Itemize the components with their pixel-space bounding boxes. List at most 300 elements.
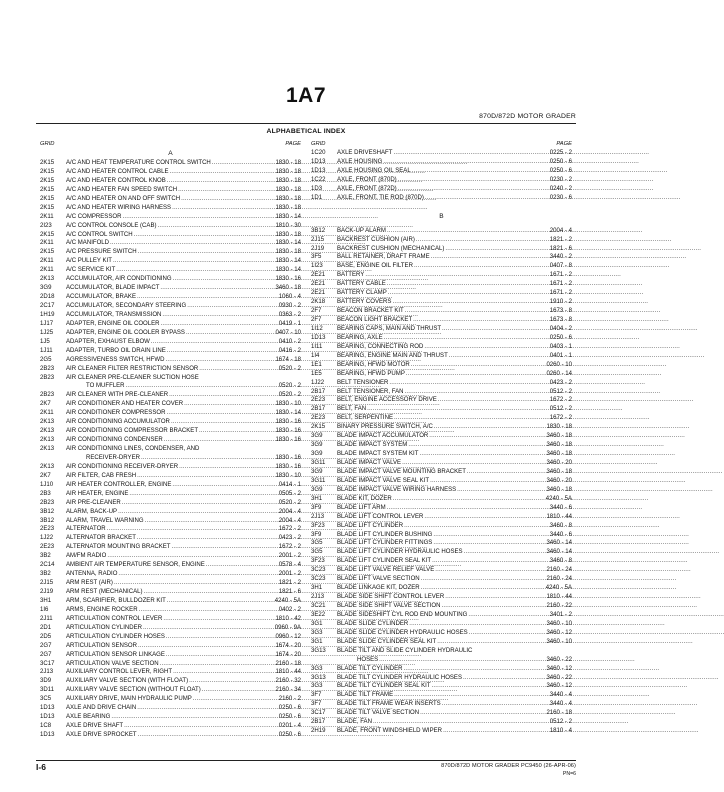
index-entry	[40, 668, 301, 677]
entry-page: 1830 - 16	[275, 463, 301, 470]
entry-name: BEACON LIGHT BRACKET	[337, 317, 413, 323]
index-entry	[40, 338, 301, 347]
leader-dots	[414, 262, 549, 271]
entry-page: 1672 - 2	[549, 415, 572, 422]
entry-grid: 2K11	[40, 258, 54, 265]
entry-page: 1671 - 2	[549, 272, 572, 279]
entry-grid: 2E23	[311, 397, 326, 404]
entry-page: 0230 - 6	[549, 194, 572, 201]
index-entry	[40, 293, 301, 302]
leader-dots	[167, 347, 278, 356]
entry-grid: 3E22	[311, 611, 326, 618]
entry-grid: 2J13	[311, 513, 325, 520]
entry-page: 0520 - 2	[278, 365, 301, 372]
leader-dots	[114, 579, 278, 588]
entry-page: 0250 - 6	[278, 732, 301, 738]
entry-name: ARTICULATION VALVE SECTION	[66, 660, 159, 667]
entry-grid: 3G9	[311, 433, 323, 440]
entry-name: A/C AND HEATER WIRING HARNESS	[66, 204, 172, 211]
index-entry	[40, 275, 301, 284]
entry-page: 0363 - 2	[278, 311, 301, 318]
entry-name: BLADE LIFT ARM	[337, 504, 386, 511]
entry-page: 0401 - 1	[549, 352, 572, 359]
entry-page: 1672 - 2	[278, 544, 301, 551]
entry-name: BEARING, CONNECTING ROD	[337, 343, 424, 350]
leader-dots	[433, 539, 545, 548]
entry-page: 1821 - 6	[549, 245, 572, 252]
entry-name: BLADE TILT AND SLIDE CYLINDER HYDRAULIC	[337, 647, 473, 654]
index-entry	[40, 231, 301, 240]
index-entry	[40, 248, 301, 257]
entry-page: 0225 - 2	[549, 150, 572, 156]
entry-grid: 2K11	[40, 213, 54, 220]
index-entry	[311, 325, 572, 334]
entry-grid: 2E23	[40, 544, 55, 551]
entry-page: 0416 - 2	[278, 347, 301, 354]
entry-page: 2160 - 18	[546, 710, 572, 717]
entry-grid: 2B23	[40, 499, 55, 506]
entry-name: AXLE DRIVESHAFT	[337, 150, 393, 156]
entry-grid: 1E1	[311, 361, 322, 368]
leader-dots	[137, 472, 274, 481]
entry-page: 3460 - 18	[546, 433, 572, 440]
leader-dots	[438, 396, 549, 405]
leader-dots	[165, 356, 274, 365]
index-entry	[311, 584, 572, 593]
entry-name: AIR FILTER, CAB FRESH	[66, 472, 137, 479]
index-entry	[40, 525, 301, 534]
leader-dots	[379, 656, 545, 665]
entry-grid: 1D13	[311, 167, 326, 174]
entry-page: 1830 - 18	[275, 168, 301, 175]
entry-grid: 1I4	[311, 352, 320, 359]
entry-grid: 2E21	[311, 281, 326, 288]
entry-grid: 3F7	[311, 701, 322, 708]
entry-name: AXLE DRIVE SPROCKET	[66, 732, 137, 738]
entry-grid: 2K7	[40, 401, 51, 408]
entry-page: 3460 - 20	[546, 460, 572, 466]
leader-dots	[425, 194, 549, 203]
index-list-b	[311, 227, 572, 736]
entry-grid: 2K11	[40, 240, 54, 247]
entry-name: AIR CONDITIONING CONDENSER	[66, 437, 163, 444]
index-entry	[311, 611, 572, 620]
entry-name: BEARING CAPS, MAIN AND THRUST	[337, 325, 442, 332]
leader-dots	[457, 486, 545, 495]
entry-name: AXLE, FRONT, TIE ROD (870D)	[337, 194, 424, 201]
leader-dots	[161, 320, 278, 329]
entry-name: BASE, ENGINE OIL FILTER	[337, 263, 413, 270]
leader-dots	[367, 405, 549, 414]
entry-name: BLADE LIFT CYLINDER	[337, 522, 404, 529]
index-entry	[311, 602, 572, 611]
entry-name: ARTICULATION SENSOR LINKAGE	[66, 651, 165, 658]
leader-dots	[434, 423, 546, 432]
index-entry	[311, 149, 572, 158]
entry-grid: 2J11	[40, 615, 53, 622]
leader-dots	[432, 557, 549, 566]
entry-grid: 3B2	[40, 553, 51, 560]
index-entry	[311, 185, 572, 194]
entry-page: 1830 - 14	[275, 213, 301, 220]
entry-grid: 1E5	[311, 370, 322, 377]
leader-dots	[172, 204, 274, 213]
index-entry	[311, 176, 572, 185]
entry-name: BLADE SLIDE CYLINDER SEAL KIT	[337, 638, 437, 645]
entry-page: 0960 - 9A	[274, 624, 301, 631]
leader-dots	[118, 570, 277, 579]
footer-rule	[36, 760, 576, 761]
leader-dots	[139, 606, 278, 615]
index-entry	[40, 534, 301, 543]
index-entry	[40, 329, 301, 338]
entry-page: 3440 - 6	[549, 531, 572, 538]
entry-page: 1821 - 6	[278, 589, 301, 595]
entry-grid: 1I6	[40, 606, 49, 613]
entry-grid: 2J13	[311, 594, 325, 601]
entry-page: 1671 - 2	[549, 290, 572, 297]
entry-page: 1830 - 18	[275, 160, 301, 166]
entry-grid: 2B23	[40, 374, 55, 381]
leader-dots	[141, 454, 274, 463]
entry-name: ALTERNATOR	[66, 526, 106, 533]
entry-page: 3440 - 4	[549, 701, 572, 708]
index-entry	[40, 239, 301, 248]
entry-page: 3460 - 18	[546, 486, 572, 493]
entry-name: ACCUMULATOR, AIR CONDITIONING	[66, 276, 172, 283]
index-entry	[40, 177, 301, 186]
entry-page: 0250 - 6	[278, 714, 301, 721]
leader-dots	[416, 236, 549, 245]
entry-grid: 3G5	[311, 540, 323, 547]
entry-page: 0512 - 2	[549, 406, 572, 413]
entry-page: 1674 - 18	[275, 356, 301, 363]
leader-dots	[383, 158, 548, 167]
leader-dots	[464, 548, 546, 557]
leader-dots	[389, 379, 548, 388]
entry-grid: 2K7	[40, 472, 51, 479]
entry-page: 2160 - 24	[546, 576, 572, 583]
entry-page: 3460 - 12	[546, 683, 572, 690]
leader-dots	[178, 186, 274, 195]
index-entry	[40, 642, 301, 651]
entry-grid: 1D13	[40, 714, 55, 721]
index-entry	[40, 579, 301, 588]
leader-dots	[172, 481, 277, 490]
leader-dots	[199, 365, 278, 374]
leader-dots	[138, 248, 275, 257]
entry-grid: 1J22	[40, 535, 54, 542]
entry-name: BATTERY COVERS	[337, 299, 392, 306]
leader-dots	[405, 388, 549, 397]
leader-dots	[111, 713, 277, 722]
entry-grid: 3B12	[40, 508, 55, 515]
entry-grid: 3G3	[311, 683, 323, 690]
entry-page: 0423 - 2	[549, 379, 572, 386]
entry-page: 3460 - 18	[546, 451, 572, 458]
entry-page: 0520 - 2	[278, 383, 301, 390]
entry-page: 1830 - 10	[275, 472, 301, 479]
index-entry	[40, 418, 301, 427]
leader-dots	[394, 691, 549, 700]
index-entry	[311, 718, 572, 727]
entry-grid: 1J25	[40, 329, 54, 336]
entry-name: AXLE, FRONT (872D)	[337, 185, 397, 192]
entry-page: 3460 - 10	[546, 620, 572, 627]
leader-dots	[118, 508, 278, 517]
entry-name: BLADE LIFT CONTROL LEVER	[337, 513, 424, 520]
entry-page: 1821 - 2	[278, 580, 301, 587]
entry-name: ARTICULATION SENSOR	[66, 642, 138, 649]
leader-dots	[173, 668, 274, 677]
entry-page: 1672 - 2	[549, 397, 572, 404]
index-entry	[311, 334, 572, 343]
entry-grid: 2E23	[40, 526, 55, 533]
entry-name: AXLE AND DRIVE CHAIN	[66, 705, 137, 712]
entry-name: BELT, SERPENTINE	[337, 415, 394, 422]
entry-grid: 2K15	[40, 186, 55, 193]
leader-dots	[442, 602, 546, 611]
index-title: ALPHABETICAL INDEX	[266, 128, 346, 135]
entry-page: 2004 - 4	[278, 517, 301, 524]
entry-name: AUXILIARY CONTROL LEVER, RIGHT	[66, 669, 173, 676]
index-entry	[40, 624, 301, 633]
entry-name: ADAPTER, ENGINE OIL COOLER BYPASS	[66, 329, 185, 336]
index-entry	[311, 236, 572, 245]
entry-grid: 2E21	[311, 290, 326, 297]
entry-grid: 2D5	[40, 633, 52, 640]
leader-dots	[107, 525, 278, 534]
entry-grid: 1I11	[311, 343, 323, 350]
entry-grid: 1J11	[40, 347, 53, 354]
index-entry	[311, 194, 572, 203]
leader-dots	[167, 597, 274, 606]
entry-name: AXLE HOUSING	[337, 158, 383, 165]
index-entry	[311, 289, 572, 298]
leader-dots	[408, 441, 545, 450]
leader-dots	[124, 722, 278, 731]
entry-page: 1830 - 18	[275, 249, 301, 256]
leader-dots	[405, 307, 549, 316]
entry-name: BEARING, ENGINE MAIN AND THRUST	[337, 352, 448, 359]
entry-page: 0230 - 2	[549, 176, 572, 183]
entry-page: 2160 - 34	[275, 687, 301, 694]
leader-dots	[365, 271, 548, 280]
entry-grid: 3C23	[311, 567, 326, 574]
entry-grid: 3F5	[311, 254, 322, 261]
entry-page: 3460 - 8	[549, 558, 572, 565]
entry-name: ADAPTER, TURBO OIL DRAIN LINE	[66, 347, 166, 354]
entry-page: 3460 - 12	[546, 665, 572, 672]
entry-name: AGRESSIVENESS SWITCH, HFWD	[66, 356, 165, 363]
entry-page: 0512 - 2	[549, 388, 572, 395]
entry-name: ARTICULATION CYLINDER HOSES	[66, 633, 165, 640]
entry-name: BLADE IMPACT VALVE MOUNTING BRACKET	[337, 468, 466, 475]
leader-dots	[167, 177, 275, 186]
entry-page: 0403 - 1	[549, 343, 572, 350]
entry-page: 0407 - 8	[549, 263, 572, 270]
entry-page: 1830 - 16	[275, 276, 301, 283]
entry-grid: 1C20	[311, 150, 326, 156]
leader-dots	[173, 275, 275, 284]
index-entry	[40, 454, 301, 463]
entry-name: ALARM, TRAVEL WARNING	[66, 517, 144, 524]
leader-dots	[179, 463, 274, 472]
index-entry	[311, 548, 572, 557]
entry-name: ACCUMULATOR, SECONDARY STEERING	[66, 303, 187, 309]
entry-name: BATTERY	[337, 272, 365, 279]
entry-page: 2160 - 2	[278, 696, 301, 703]
leader-dots	[419, 450, 545, 459]
entry-grid: 2K15	[40, 204, 55, 211]
entry-name: BACKREST CUSHION (MECHANICAL)	[337, 245, 445, 252]
leader-dots	[404, 665, 546, 674]
entry-grid: 1D1	[311, 194, 323, 201]
index-entry	[311, 700, 572, 709]
leader-dots	[212, 159, 275, 168]
leader-dots	[158, 222, 275, 231]
entry-name: AMBIENT AIR TEMPERATURE SENSOR, ENGINE	[66, 562, 205, 569]
index-entry	[311, 522, 572, 531]
entry-page: 1672 - 2	[278, 526, 301, 533]
entry-page: 1810 - 44	[546, 513, 572, 520]
entry-grid: 3C23	[311, 576, 326, 583]
entry-name: AIR PRE-CLEANER	[66, 499, 121, 506]
right-column	[311, 140, 572, 736]
entry-name: A/C CONTROL CONSOLE (CAB)	[66, 222, 157, 229]
leader-dots	[122, 213, 274, 222]
entry-name: BLADE IMPACT ACCUMULATOR	[337, 433, 429, 440]
entry-grid: 3G11	[311, 477, 326, 484]
index-entry	[40, 704, 301, 713]
leader-dots	[143, 624, 274, 633]
index-entry	[311, 468, 572, 477]
index-entry	[40, 427, 301, 436]
entry-name: BLADE LIFT VALVE SECTION	[337, 576, 420, 583]
index-entry	[311, 396, 572, 405]
leader-dots	[393, 495, 545, 504]
entry-page: 4240 - 5A	[545, 495, 572, 502]
entry-page: 3460 - 18	[546, 468, 572, 475]
index-entry	[311, 316, 572, 325]
entry-page: 4240 - 5A	[545, 585, 572, 592]
index-entry	[40, 186, 301, 195]
index-entry	[40, 284, 301, 293]
entry-grid: 1D13	[311, 158, 326, 165]
entry-grid: 3F23	[311, 522, 325, 529]
entry-grid: 2K15	[40, 160, 55, 166]
entry-name: BACK-UP ALARM	[337, 227, 386, 234]
entry-page: 0512 - 2	[549, 719, 572, 726]
entry-grid: 3C21	[311, 603, 326, 609]
entry-page: 3440 - 4	[549, 692, 572, 699]
entry-name: AIR CONDITIONER AND HEATER COVER	[66, 401, 184, 408]
entry-name: A/C SERVICE KIT	[66, 267, 116, 274]
leader-dots	[429, 432, 545, 441]
index-entry	[311, 495, 572, 504]
entry-name: AIR HEATER, ENGINE	[66, 490, 129, 497]
index-entry	[311, 504, 572, 513]
entry-grid: 2K15	[40, 249, 55, 256]
entry-page: 1830 - 14	[275, 258, 301, 265]
entry-name: AXLE HOUSING OIL SEAL	[337, 167, 411, 174]
entry-page: 1830 - 16	[275, 437, 301, 444]
index-entry	[40, 615, 301, 624]
index-entry	[40, 597, 301, 606]
index-entry	[311, 727, 572, 736]
entry-name: BATTERY CLAMP	[337, 290, 387, 297]
entry-grid: 3G3	[311, 665, 323, 672]
entry-name: AIR CONDITIONING RECEIVER-DRYER	[66, 463, 179, 470]
entry-name: BALL RETAINER, DRAFT FRAME	[337, 254, 430, 261]
index-entry	[311, 158, 572, 167]
letter-heading-b: B	[439, 212, 444, 220]
leader-dots	[166, 633, 275, 642]
index-entry	[311, 665, 572, 674]
index-entry	[40, 213, 301, 222]
leader-dots	[398, 176, 549, 185]
index-entry	[40, 409, 301, 418]
entry-page: 2160 - 24	[546, 567, 572, 574]
entry-name: AIR CONDITIONING ACCUMULATOR	[66, 419, 170, 426]
entry-page: 3460 - 14	[546, 540, 572, 547]
leader-dots	[468, 611, 548, 620]
index-entry	[311, 227, 572, 236]
leader-dots	[442, 700, 549, 709]
entry-name: ARMS, ENGINE ROCKER	[66, 606, 138, 613]
entry-grid: 3G9	[311, 486, 323, 493]
entry-name: BINARY PRESSURE SWITCH, A/C	[337, 424, 433, 431]
leader-dots	[409, 620, 545, 629]
entry-name: BLADE IMPACT SYSTEM	[337, 442, 408, 449]
leader-dots	[169, 168, 274, 177]
entry-grid: 2B23	[40, 365, 55, 372]
entry-grid: 2J15	[40, 580, 54, 587]
entry-name: BLADE LIFT VALVE RELIEF VALVE	[337, 567, 435, 574]
entry-grid: 3B2	[40, 571, 51, 578]
leader-dots	[172, 543, 278, 552]
entry-grid: 3C5	[40, 696, 52, 703]
entry-grid: 2B3	[40, 490, 51, 497]
entry-grid: 1I23	[311, 263, 323, 270]
index-entry	[40, 561, 301, 570]
entry-grid: 2E21	[311, 272, 326, 279]
document-title: 870D/872D MOTOR GRADER	[479, 113, 576, 120]
index-entry	[311, 271, 572, 280]
entry-name: BLADE LIFT CYLINDER SEAL KIT	[337, 558, 432, 565]
leader-dots	[437, 638, 545, 647]
index-entry	[311, 629, 572, 638]
index-entry	[40, 686, 301, 695]
index-entry	[311, 620, 572, 629]
entry-name: BLADE LIFT CYLINDER HYDRAULIC HOSES	[337, 549, 463, 556]
index-entry	[311, 370, 572, 379]
leader-dots	[384, 334, 549, 343]
leader-dots	[166, 651, 275, 660]
entry-grid: 1I12	[311, 325, 323, 332]
entry-name: BLADE LIFT CYLINDER BUSHING	[337, 531, 433, 538]
entry-name: ARTICULATION CYLINDER	[66, 624, 143, 631]
entry-name: AUXILIARY VALVE SECTION (WITHOUT FLOAT)	[66, 687, 201, 694]
entry-name: ACCUMULATOR, TRANSMISSION	[66, 311, 162, 318]
entry-name: ALTERNATOR BRACKET	[66, 535, 136, 542]
leader-dots	[151, 338, 278, 347]
entry-page: 0414 - 1	[278, 481, 301, 488]
entry-grid: 2K15	[40, 195, 55, 202]
entry-grid: 3C17	[40, 660, 55, 667]
leader-dots	[126, 382, 278, 391]
leader-dots	[137, 704, 278, 713]
